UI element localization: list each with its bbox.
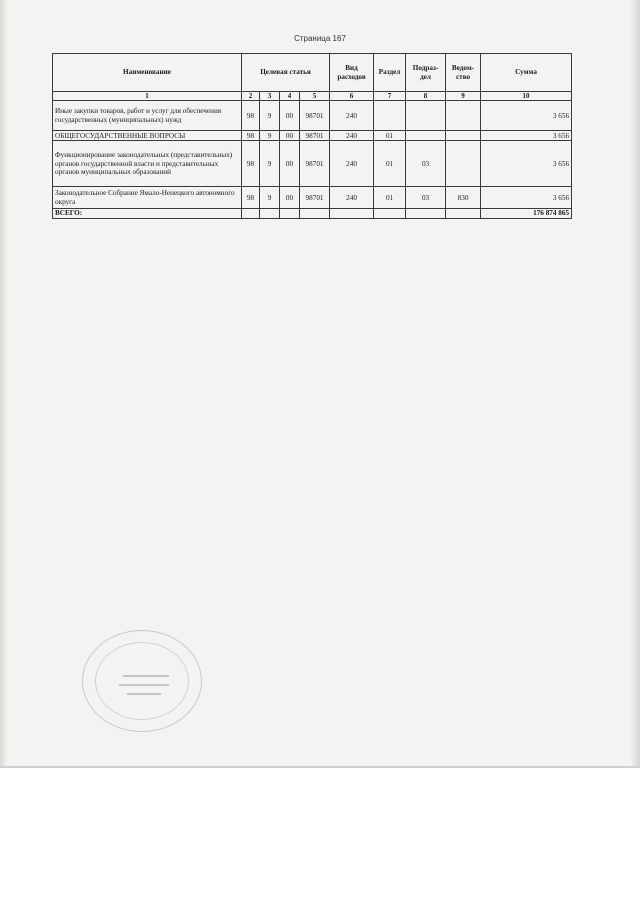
empty-cell (406, 209, 446, 218)
header-target: Целевая статья (242, 54, 330, 92)
target-part-4: 98701 (300, 101, 330, 131)
department: 830 (446, 187, 481, 209)
target-part-2: 9 (260, 131, 280, 141)
empty-cell (300, 209, 330, 218)
total-label: ВСЕГО: (53, 209, 242, 218)
sum: 3 656 (481, 101, 572, 131)
target-part-4: 98701 (300, 141, 330, 187)
header-section: Раздел (374, 54, 406, 92)
subsection (406, 131, 446, 141)
sum: 3 656 (481, 141, 572, 187)
empty-cell (446, 209, 481, 218)
expense-type: 240 (330, 131, 374, 141)
header-expense-type: Вид расходов (330, 54, 374, 92)
target-part-3: 00 (280, 187, 300, 209)
subsection: 03 (406, 187, 446, 209)
department (446, 101, 481, 131)
header-sum: Сумма (481, 54, 572, 92)
header-name: Наименование (53, 54, 242, 92)
header-department: Ведом-ство (446, 54, 481, 92)
stamp-text-line (127, 693, 161, 695)
faded-stamp (82, 630, 202, 732)
target-part-3: 00 (280, 101, 300, 131)
row-name: Иные закупки товаров, работ и услуг для обеспечения государственных (муниципальных) нужд (53, 101, 242, 131)
target-part-1: 98 (242, 141, 260, 187)
expense-type: 240 (330, 141, 374, 187)
column-number: 4 (280, 92, 300, 101)
table-row (53, 131, 572, 141)
row-name: ОБЩЕГОСУДАРСТВЕННЫЕ ВОПРОСЫ (53, 131, 242, 141)
target-part-4: 98701 (300, 131, 330, 141)
target-part-2: 9 (260, 101, 280, 131)
column-number: 6 (330, 92, 374, 101)
sum: 3 656 (481, 131, 572, 141)
target-part-1: 98 (242, 187, 260, 209)
target-part-1: 98 (242, 131, 260, 141)
column-number: 2 (242, 92, 260, 101)
total-sum: 176 874 865 (481, 209, 572, 218)
header-row (53, 54, 572, 92)
department (446, 141, 481, 187)
column-number: 3 (260, 92, 280, 101)
header-subsection: Подраз-дел (406, 54, 446, 92)
expense-type: 240 (330, 187, 374, 209)
table-row (53, 101, 572, 131)
table-row (53, 187, 572, 209)
section (374, 101, 406, 131)
column-number: 1 (53, 92, 242, 101)
page-number: Страница 167 (294, 34, 346, 43)
target-part-2: 9 (260, 187, 280, 209)
department (446, 131, 481, 141)
column-number: 7 (374, 92, 406, 101)
empty-cell (374, 209, 406, 218)
column-number: 5 (300, 92, 330, 101)
stamp-text-line (123, 675, 169, 677)
column-number: 10 (481, 92, 572, 101)
table-row (53, 141, 572, 187)
section: 01 (374, 187, 406, 209)
empty-cell (280, 209, 300, 218)
total-row (53, 209, 572, 218)
subsection: 03 (406, 141, 446, 187)
budget-table (52, 53, 572, 219)
empty-cell (330, 209, 374, 218)
stamp-inner-ring (95, 642, 189, 720)
column-number: 8 (406, 92, 446, 101)
scan-right-shadow (630, 0, 640, 766)
target-part-2: 9 (260, 141, 280, 187)
section: 01 (374, 131, 406, 141)
subsection (406, 101, 446, 131)
sum: 3 656 (481, 187, 572, 209)
row-name: Законодательное Собрание Ямало-Ненецкого автономного округа (53, 187, 242, 209)
section: 01 (374, 141, 406, 187)
stamp-text-line (119, 684, 169, 686)
target-part-1: 98 (242, 101, 260, 131)
scan-left-shadow (0, 0, 8, 766)
target-part-4: 98701 (300, 187, 330, 209)
column-number: 9 (446, 92, 481, 101)
column-number-row (53, 92, 572, 101)
target-part-3: 00 (280, 131, 300, 141)
expense-type: 240 (330, 101, 374, 131)
empty-cell (242, 209, 260, 218)
target-part-3: 00 (280, 141, 300, 187)
empty-cell (260, 209, 280, 218)
row-name: Функционирование законодательных (представительных) органов государственной власти и представительных органов муниципальных образований (53, 141, 242, 187)
